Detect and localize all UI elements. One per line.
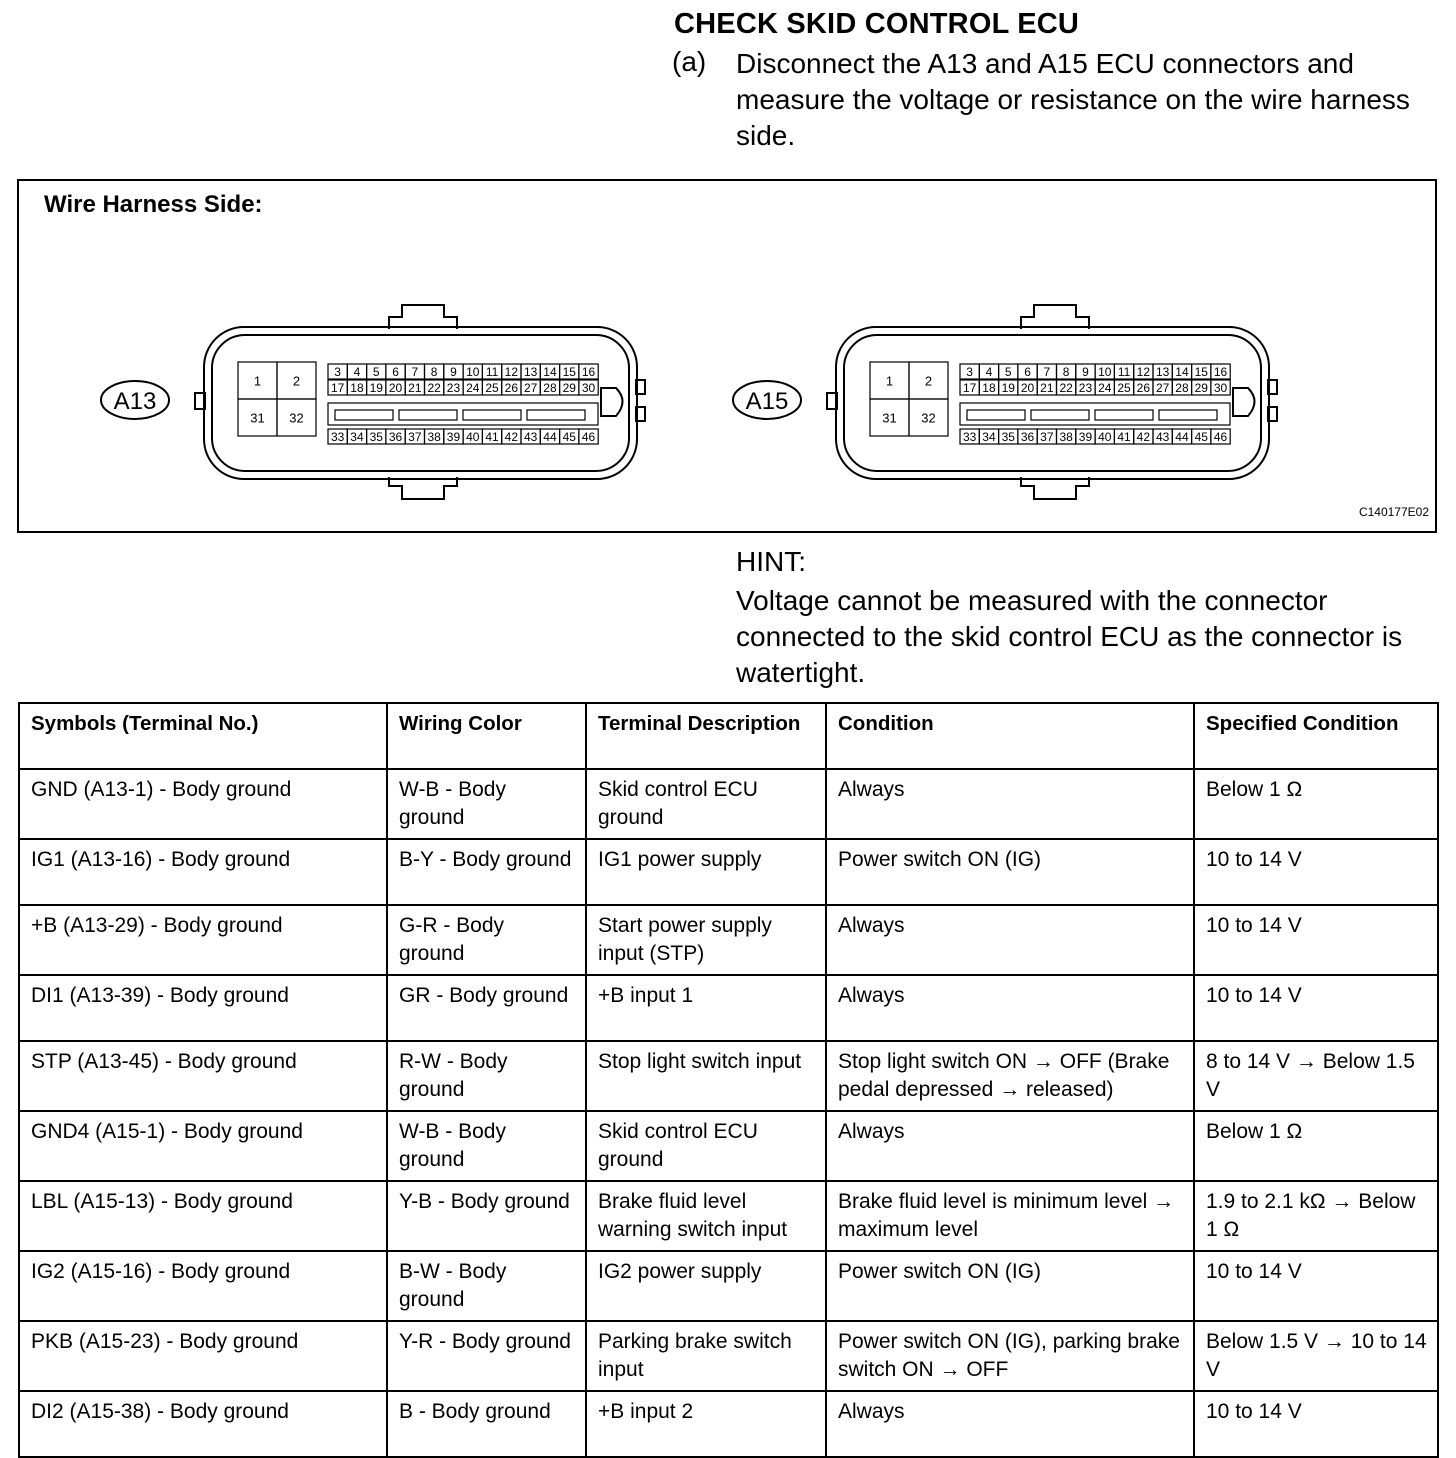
cell-symbol: LBL (A15-13) - Body ground: [19, 1181, 387, 1251]
table-row: [19, 1321, 1438, 1391]
small-terminal-number: 11: [1117, 365, 1131, 379]
small-terminal-number: 35: [1001, 430, 1015, 444]
cell-symbol: DI2 (A15-38) - Body ground: [19, 1391, 387, 1457]
figure-title: Wire Harness Side:: [44, 191, 263, 218]
small-terminal-number: 28: [543, 381, 557, 395]
hint-text: Voltage cannot be measured with the connector connected to the skid control ECU as the connector is watertight.: [736, 585, 1403, 688]
terminal-31: 31: [882, 410, 897, 426]
table-row: [19, 1251, 1438, 1321]
small-terminal-number: 41: [1117, 430, 1131, 444]
small-terminal-number: 19: [369, 381, 383, 395]
cell-condition: Stop light switch ON → OFF (Brake pedal depressed → released): [826, 1041, 1194, 1111]
cell-condition: Always: [826, 975, 1194, 1041]
small-terminal-number: 4: [985, 365, 993, 379]
small-terminal-number: 35: [369, 430, 383, 444]
small-terminal-number: 45: [562, 430, 576, 444]
small-terminal-number: 40: [1098, 430, 1112, 444]
page-title: CHECK SKID CONTROL ECU: [674, 8, 1080, 40]
small-terminal-number: 4: [353, 365, 361, 379]
cell-wiring-color: Y-B - Body ground: [387, 1181, 586, 1251]
small-terminal-number: 22: [1059, 381, 1073, 395]
cell-wiring-color: B-Y - Body ground: [387, 839, 586, 905]
terminal-32: 32: [289, 410, 304, 426]
cell-terminal-description: IG1 power supply: [586, 839, 826, 905]
header-symbols: Symbols (Terminal No.): [19, 703, 387, 769]
header-specified-condition: Specified Condition: [1194, 703, 1438, 769]
small-terminal-number: 8: [430, 365, 438, 379]
table-row: [19, 975, 1438, 1041]
small-terminal-number: 37: [408, 430, 422, 444]
small-terminal-number: 38: [427, 430, 441, 444]
small-terminal-number: 27: [1155, 381, 1170, 395]
small-terminal-number: 21: [408, 381, 422, 395]
small-terminal-number: 25: [485, 381, 499, 395]
cell-specified-condition: 10 to 14 V: [1194, 905, 1438, 975]
header-condition: Condition: [826, 703, 1194, 769]
cell-terminal-description: +B input 2: [586, 1391, 826, 1457]
small-terminal-number: 23: [446, 381, 461, 395]
step-label: (a): [672, 46, 707, 77]
small-terminal-number: 36: [388, 430, 403, 444]
cell-specified-condition: Below 1 Ω: [1194, 1111, 1438, 1181]
connector-figure: [17, 179, 1437, 533]
small-terminal-number: 34: [982, 430, 996, 444]
small-terminal-number: 5: [1004, 365, 1012, 379]
small-terminal-number: 13: [1155, 365, 1170, 379]
cell-symbol: GND4 (A15-1) - Body ground: [19, 1111, 387, 1181]
figure-code: C140177E02: [1358, 505, 1429, 519]
cell-condition: Brake fluid level is minimum level → maximum level: [826, 1181, 1194, 1251]
cell-condition: Always: [826, 1391, 1194, 1457]
small-terminal-number: 42: [1136, 430, 1151, 444]
hint-label: HINT:: [736, 546, 806, 577]
header-terminal-description: Terminal Description: [586, 703, 826, 769]
small-terminal-number: 29: [562, 381, 576, 395]
cell-terminal-description: Skid control ECU ground: [586, 1111, 826, 1181]
small-terminal-number: 15: [562, 365, 576, 379]
small-terminal-number: 9: [450, 365, 457, 379]
table-row: [19, 1181, 1438, 1251]
small-terminal-number: 18: [982, 381, 996, 395]
small-terminal-number: 19: [1001, 381, 1015, 395]
connector-diagram: [19, 181, 1435, 531]
small-terminal-number: 16: [1213, 365, 1228, 379]
small-terminal-number: 34: [350, 430, 364, 444]
small-terminal-number: 9: [1082, 365, 1089, 379]
small-terminal-number: 42: [504, 430, 519, 444]
small-terminal-number: 28: [1175, 381, 1189, 395]
small-terminal-number: 14: [543, 365, 557, 379]
step-instruction: Disconnect the A13 and A15 ECU connectors and measure the voltage or resistance on the wire harness side.: [736, 48, 1410, 151]
small-terminal-number: 10: [466, 365, 480, 379]
cell-symbol: IG2 (A15-16) - Body ground: [19, 1251, 387, 1321]
small-terminal-number: 30: [581, 381, 596, 395]
small-terminal-number: 33: [962, 430, 977, 444]
terminal-guide-rail: [1159, 410, 1217, 420]
cell-specified-condition: 10 to 14 V: [1194, 1251, 1438, 1321]
terminal-2: 2: [292, 373, 301, 389]
terminal-32: 32: [921, 410, 936, 426]
cell-condition: Power switch ON (IG): [826, 839, 1194, 905]
small-terminal-number: 24: [1098, 381, 1112, 395]
table-row: [19, 1391, 1438, 1457]
terminal-guide-rail: [1031, 410, 1089, 420]
connector-label: A15: [745, 388, 789, 415]
cell-terminal-description: Stop light switch input: [586, 1041, 826, 1111]
small-terminal-number: 14: [1175, 365, 1189, 379]
cell-specified-condition: 10 to 14 V: [1194, 839, 1438, 905]
small-terminal-number: 3: [966, 365, 973, 379]
small-terminal-number: 46: [581, 430, 596, 444]
cell-terminal-description: Brake fluid level warning switch input: [586, 1181, 826, 1251]
cell-condition: Always: [826, 1111, 1194, 1181]
small-terminal-number: 30: [1213, 381, 1228, 395]
cell-condition: Power switch ON (IG), parking brake switch ON → OFF: [826, 1321, 1194, 1391]
cell-specified-condition: Below 1.5 V → 10 to 14 V: [1194, 1321, 1438, 1391]
terminal-guide-rail: [967, 410, 1025, 420]
small-terminal-number: 5: [372, 365, 380, 379]
small-terminal-number: 41: [485, 430, 499, 444]
connector-top-lock: [1021, 305, 1089, 329]
connector-bottom-lock: [389, 477, 457, 499]
cell-specified-condition: 10 to 14 V: [1194, 975, 1438, 1041]
cell-symbol: +B (A13-29) - Body ground: [19, 905, 387, 975]
cell-wiring-color: W-B - Body ground: [387, 769, 586, 839]
small-terminal-number: 3: [334, 365, 341, 379]
small-terminal-number: 25: [1117, 381, 1131, 395]
small-terminal-number: 45: [1194, 430, 1208, 444]
small-terminal-number: 23: [1078, 381, 1093, 395]
small-terminal-number: 33: [330, 430, 345, 444]
terminal-1: 1: [885, 373, 894, 389]
terminal-guide-rail: [399, 410, 457, 420]
cell-symbol: IG1 (A13-16) - Body ground: [19, 839, 387, 905]
cell-condition: Power switch ON (IG): [826, 1251, 1194, 1321]
cell-specified-condition: 10 to 14 V: [1194, 1391, 1438, 1457]
cell-specified-condition: 1.9 to 2.1 kΩ → Below 1 Ω: [1194, 1181, 1438, 1251]
small-terminal-number: 37: [1040, 430, 1054, 444]
terminal-guide-rail: [463, 410, 521, 420]
small-terminal-number: 39: [1078, 430, 1093, 444]
small-terminal-number: 39: [446, 430, 461, 444]
cell-wiring-color: B-W - Body ground: [387, 1251, 586, 1321]
small-terminal-number: 6: [1024, 365, 1031, 379]
small-terminal-number: 21: [1040, 381, 1054, 395]
terminal-guide-rail: [335, 410, 393, 420]
table-row: [19, 839, 1438, 905]
terminal-31: 31: [250, 410, 265, 426]
terminal-1: 1: [253, 373, 262, 389]
small-terminal-number: 26: [504, 381, 519, 395]
cell-terminal-description: IG2 power supply: [586, 1251, 826, 1321]
cell-symbol: GND (A13-1) - Body ground: [19, 769, 387, 839]
small-terminal-number: 38: [1059, 430, 1073, 444]
cell-terminal-description: Skid control ECU ground: [586, 769, 826, 839]
small-terminal-number: 8: [1062, 365, 1070, 379]
table-row: [19, 1111, 1438, 1181]
small-terminal-number: 44: [543, 430, 557, 444]
table-row: [19, 905, 1438, 975]
small-terminal-number: 46: [1213, 430, 1228, 444]
cell-terminal-description: Parking brake switch input: [586, 1321, 826, 1391]
cell-symbol: STP (A13-45) - Body ground: [19, 1041, 387, 1111]
small-terminal-number: 29: [1194, 381, 1208, 395]
small-terminal-number: 26: [1136, 381, 1151, 395]
cell-condition: Always: [826, 769, 1194, 839]
table-header-row: [19, 703, 1438, 769]
cell-terminal-description: +B input 1: [586, 975, 826, 1041]
small-terminal-number: 44: [1175, 430, 1189, 444]
small-terminal-number: 7: [1043, 365, 1051, 379]
cell-wiring-color: GR - Body ground: [387, 975, 586, 1041]
small-terminal-number: 11: [485, 365, 499, 379]
small-terminal-number: 40: [466, 430, 480, 444]
small-terminal-number: 17: [330, 381, 345, 395]
connector-latch: [1233, 388, 1255, 416]
cell-wiring-color: G-R - Body ground: [387, 905, 586, 975]
small-terminal-number: 27: [523, 381, 538, 395]
small-terminal-number: 43: [523, 430, 538, 444]
cell-symbol: DI1 (A13-39) - Body ground: [19, 975, 387, 1041]
connector-latch: [601, 388, 623, 416]
small-terminal-number: 20: [1020, 381, 1035, 395]
cell-condition: Always: [826, 905, 1194, 975]
small-terminal-number: 13: [523, 365, 538, 379]
connector-label: A13: [113, 388, 157, 415]
header-wiring-color: Wiring Color: [387, 703, 586, 769]
connector-top-lock: [389, 305, 457, 329]
small-terminal-number: 22: [427, 381, 441, 395]
cell-wiring-color: R-W - Body ground: [387, 1041, 586, 1111]
small-terminal-number: 24: [466, 381, 480, 395]
small-terminal-number: 43: [1155, 430, 1170, 444]
spec-table: [18, 702, 1439, 1458]
small-terminal-number: 12: [504, 365, 519, 379]
connector-bottom-lock: [1021, 477, 1089, 499]
small-terminal-number: 15: [1194, 365, 1208, 379]
small-terminal-number: 20: [388, 381, 403, 395]
small-terminal-number: 6: [392, 365, 399, 379]
terminal-guide-rail: [1095, 410, 1153, 420]
small-terminal-number: 16: [581, 365, 596, 379]
small-terminal-number: 12: [1136, 365, 1151, 379]
small-terminal-number: 10: [1098, 365, 1112, 379]
cell-specified-condition: 8 to 14 V → Below 1.5 V: [1194, 1041, 1438, 1111]
cell-wiring-color: B - Body ground: [387, 1391, 586, 1457]
cell-wiring-color: W-B - Body ground: [387, 1111, 586, 1181]
cell-specified-condition: Below 1 Ω: [1194, 769, 1438, 839]
cell-terminal-description: Start power supply input (STP): [586, 905, 826, 975]
small-terminal-number: 17: [962, 381, 977, 395]
small-terminal-number: 18: [350, 381, 364, 395]
table-row: [19, 769, 1438, 839]
cell-wiring-color: Y-R - Body ground: [387, 1321, 586, 1391]
small-terminal-number: 36: [1020, 430, 1035, 444]
small-terminal-number: 7: [411, 365, 419, 379]
terminal-2: 2: [924, 373, 933, 389]
table-row: [19, 1041, 1438, 1111]
terminal-guide-rail: [527, 410, 585, 420]
cell-symbol: PKB (A15-23) - Body ground: [19, 1321, 387, 1391]
